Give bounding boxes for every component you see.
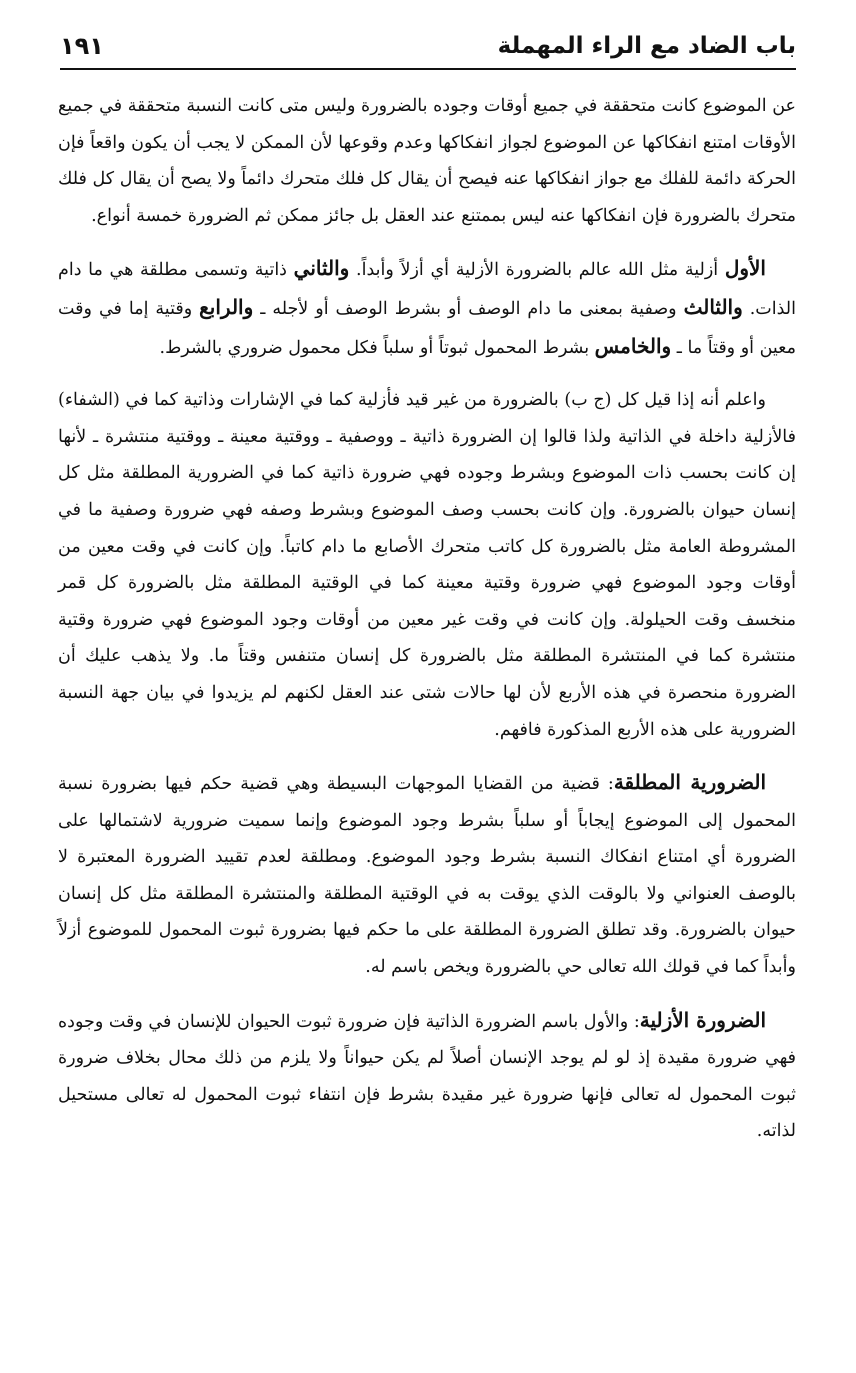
paragraph-2 (58, 250, 796, 366)
header-divider (60, 68, 796, 70)
paragraph-1 (58, 88, 796, 234)
term-fourth: والرابع (199, 294, 254, 319)
page-header (60, 24, 796, 64)
paragraph-2-text-4: وقتية إما في وقت معين أو وقتاً ما ـ (58, 298, 796, 358)
entry-text-absolute-necessity: : قضية من القضايا الموجهات البسيطة وهي قضية حكم فيها بضرورة نسبة المحمول إلى الموضوع إيجاباً أو سلباً بشرط وجود الموضوع وإنما سميت ضرورية لاشتمالها على الضرورة أي امتناع انفكاك النسبة بشرط وجود الموضوع. ومطلقة لعدم تقييد الضرورة المعتبرة لا بالوصف العنواني ولا بالوقت الذي يوقت به في الوقتية المطلقة والمنتشرة المطلقة مثل كل إنسان حيوان بالضرورة. وقد تطلق الضرورة المطلقة على ما حكم فيها بضرورة ثبوت المحمول للموضوع أزلاً وأبداً كما في قولك الله تعالى حي بالضرورة ويخص باسم له. (58, 774, 796, 978)
page-number: ١٩١ (60, 32, 104, 60)
term-third: والثالث (683, 294, 743, 319)
paragraph-2-text-5: بشرط المحمول ثبوتاً أو سلباً فكل محمول ضروري بالشرط. (159, 337, 595, 358)
paragraph-1-text: عن الموضوع كانت متحققة في جميع أوقات وجوده بالضرورة وليس متى كانت النسبة متحققة في جميع الأوقات امتنع انفكاكها عن الموضوع لجواز انفكاكها وعدم وقوعها لأن الممكن لا يجب أن يكون واقعاً فإن الحركة دائمة للفلك مع جواز انفكاكها عنه فيصح أن يقال كل فلك متحرك دائماً ولا يصح أن يقال كل فلك متحرك بالضرورة فإن انفكاكها عنه ليس بممتنع عند العقل بل جائز ممكن ثم الضرورة خمسة أنواع. (58, 96, 796, 226)
running-title: باب الضاد مع الراء المهملة (497, 33, 796, 59)
entry-term-absolute-necessity: الضرورية المطلقة (613, 770, 766, 795)
paragraph-3-text: واعلم أنه إذا قيل كل (ج ب) بالضرورة من غير قيد فأزلية كما في الإشارات وذاتية كما في (الشفاء) فالأزلية داخلة في الذاتية ولذا قالوا إن الضرورة ذاتية ـ ووصفية ـ ووقتية معينة ـ ووقتية منتشرة ـ لأنها إن كانت بحسب ذات الموضوع وبشرط وجوده فهي ضرورة ذاتية كما في الضرورية المطلقة مثل كل إنسان حيوان بالضرورة. وإن كانت بحسب وصف الموضوع وبشرط وصفه فهي ضرورة وصفية ما في المشروطة العامة مثل بالضرورة كل كاتب متحرك الأصابع ما دام كاتباً. وإن كانت في وقت معين من أوقات وجود الموضوع فهي ضرورة وقتية معينة كما في الوقتية المطلقة مثل بالضرورة كل قمر منخسف وقت الحيلولة. وإن كانت في وقت غير معين من أوقات وجود الموضوع فهي ضرورة وقتية منتشرة كما في المنتشرة المطلقة مثل بالضرورة كل إنسان متنفس وقتاً ما. ولا يذهب عليك أن الضرورة منحصرة في هذه الأربع لأن لها حالات شتى عند العقل لكنهم لم يزيدوا في بيان جهة النسبة الضرورية على هذه الأربع المذكورة فافهم. (58, 390, 796, 740)
entry-term-eternal-necessity: الضرورة الأزلية (639, 1007, 766, 1032)
term-second: والثاني (293, 256, 350, 281)
entry-text-eternal-necessity: : والأول باسم الضرورة الذاتية فإن ضرورة ثبوت الحيوان للإنسان في وقت وجوده فهي ضرورة مقيدة إذ لو لم يوجد الإنسان أصلاً لم يكن حيواناً ولا يلزم من ذلك محال بخلاف ضرورة ثبوت المحمول له تعالى فإنها ضرورة غير مقيدة بشرط فإن انتفاء ثبوت المحمول له تعالى مستحيل لذاته. (58, 1011, 796, 1142)
body-text (58, 88, 796, 1150)
paragraph-2-text-3: وصفية بمعنى ما دام الوصف أو بشرط الوصف أو لأجله ـ (253, 298, 684, 319)
term-first: الأول (724, 256, 766, 281)
entry-eternal-necessity (58, 1002, 796, 1150)
term-fifth: والخامس (594, 333, 672, 358)
paragraph-3 (58, 382, 796, 748)
paragraph-2-text-1: أزلية مثل الله عالم بالضرورة الأزلية أي أزلاً وأبداً. (349, 260, 725, 281)
entry-absolute-necessity (58, 764, 796, 986)
paragraph-2-text-2: ذاتية وتسمى مطلقة هي ما دام الذات. (58, 260, 797, 319)
